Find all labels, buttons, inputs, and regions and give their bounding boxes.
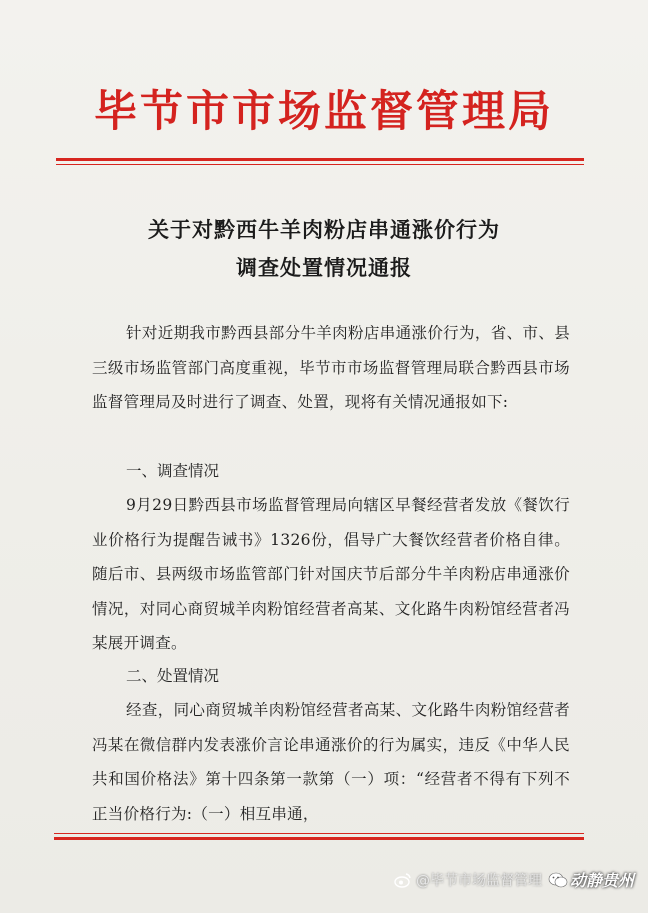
wechat-name-text: 动静贵州 — [569, 871, 634, 890]
intro-paragraph: 针对近期我市黔西县部分牛羊肉粉店串通涨价行为，省、市、县三级市场监管部门高度重视，毕节市市场监督管理局联合黔西县市场监督管理局及时进行了调查、处置，现将有关情况通报如下: — [92, 324, 570, 411]
wechat-icon — [548, 871, 566, 889]
footer-rule-thin — [54, 833, 584, 834]
watermark — [394, 868, 634, 891]
footer-rule-thick — [54, 837, 584, 840]
weibo-icon — [394, 871, 412, 889]
section2-heading: 二、处置情况 — [126, 667, 220, 685]
section1-paragraph: 9月29日黔西县市场监督管理局向辖区早餐经营者发放《餐饮行业价格行为提醒告诫书》1326份，倡导广大餐饮经营者价格自律。随后市、县两级市场监管部门针对国庆节后部分牛羊肉粉店串通涨价情况，对同心商贸城羊肉粉馆经营者高某、文化路牛肉粉馆经营者冯某展开调查。 — [92, 496, 570, 652]
weibo-handle-text: @毕节市场监督管理 — [415, 872, 542, 889]
document-title-line2: 调查处置情况通报 — [236, 255, 412, 280]
wechat-watermark — [548, 868, 634, 891]
document-title-line1: 关于对黔西牛羊肉粉店串通涨价行为 — [148, 217, 500, 242]
agency-letterhead: 毕节市市场监督管理局 — [94, 87, 554, 137]
letterhead-rule-thick — [56, 158, 584, 161]
section2-paragraph: 经查，同心商贸城羊肉粉馆经营者高某、文化路牛肉粉馆经营者冯某在微信群内发表涨价言论串通涨价的行为属实，违反《中华人民共和国价格法》第十四条第一款第（一）项：“经营者不得有下列不正当价格行为:（一）相互串通， — [92, 701, 570, 823]
section1-heading: 一、调查情况 — [126, 462, 220, 480]
weibo-watermark — [394, 870, 542, 890]
letterhead-rule-thin — [56, 164, 584, 165]
